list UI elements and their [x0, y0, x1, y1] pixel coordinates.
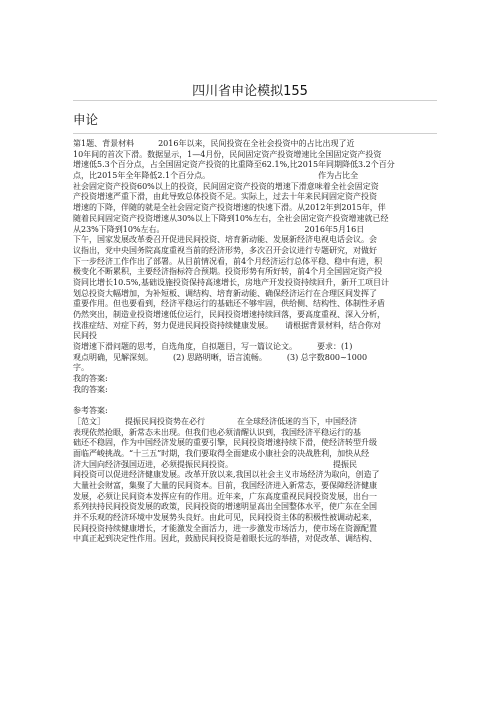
text-line: 间投资可以促进经济健康发展。改革开放以来,我国以社会主义市场经济为取向，创造了 — [73, 470, 380, 480]
text-line: ［范文］ 提振民间投资势在必行 在全球经济低迷的当下，中国经济 — [73, 416, 357, 426]
section-divider — [73, 133, 437, 134]
text-line: 极变化不断累积，主要经济指标符合预期。投资形势有所好转，前4个月全国固定资产投 — [73, 267, 383, 277]
text-line: 增速低5.3个百分点，占全国固定资产投资的比重降至62.1%,比2015年同期降低3.2个百分 — [73, 160, 395, 170]
text-line: 议指出，党中央国务院高度重视当前的经济形势，多次召开会议进行专题研究，对做好 — [73, 245, 377, 255]
text-line: 增速的下降，伴随的就是全社会固定资产投资增速的快速下滑。从2012年到2015年，伴 — [73, 203, 386, 213]
text-line: 观点明确，见解深刻。 (2) 思路明晰，语言流畅。 (3) 总字数800~1000 — [73, 352, 368, 362]
text-line: 大量社会财富，集聚了大量的民间资本。目前，我国经济进入新常态，要保障经济健康 — [73, 481, 377, 490]
text-line: 仍然突出，制造业投资增速低位运行，民间投资增速持续回落，要高度重视、深入分析， — [73, 310, 385, 319]
text-line: 发展，必须让民间资本发挥应有的作用。近年来，广东高度重视民间投资发展，出台一 — [73, 491, 377, 501]
text-line: 础还不稳固，作为中国经济发展的重要引擎，民间投资增速持续下滑，使经济转型升级 — [73, 438, 377, 448]
reference-answer-label: 参考答案: — [73, 406, 108, 416]
text-line: 系列扶持民间投资发展的政策，民间投资的增速明显高出全国整体水平，使广东在全国 — [73, 502, 377, 512]
text-line: 重要作用。但也要看到，经济平稳运行的基础还不够牢固，供给侧、结构性、体制性矛盾 — [73, 299, 385, 309]
blank-line — [73, 396, 437, 407]
answer-label: 我的答案: — [73, 384, 108, 394]
text-line: 民间投 — [73, 331, 97, 341]
text-line: 划总投资大幅增加，为补短板、调结构、培育新动能、确保经济运行在合理区间发挥了 — [73, 288, 377, 298]
text-line: 从23%下降到10%左右。 2016年5月16日 — [73, 224, 365, 234]
page-title: 四川省申论模拟155 — [192, 84, 308, 99]
text-line: 随着民间固定资产投资增速从30%以上下降到10%左右，全社会固定资产投资增速就已经 — [73, 213, 389, 223]
text-line: 第1题、背景材料 2016年以来，民间投资在全社会投资中的占比出现了近 — [73, 139, 355, 148]
text-line: 10年间的首次下滑。数据显示，1—4月份，民间固定资产投资增速比全国固定资产投资 — [73, 149, 382, 159]
text-line: 面临严峻挑战。“十三五”时期，我们要取得全面建成小康社会的决战胜利，加快从经 — [73, 448, 370, 458]
text-line: 产投资增速严重下滑，由此导致总体投资不足。实际上，过去十年来民间固定资产投资 — [73, 192, 377, 202]
text-line: 找准症结、对症下药，努力促进民间投资持续健康发展。 请根据背景材料，结合你对 — [73, 320, 381, 330]
section-heading: 申论 — [73, 112, 99, 127]
text-line: 下午，国家发展改革委召开促进民间投资、培育新动能、发展新经济电视电话会议。会 — [73, 235, 377, 245]
text-line: 中真正起到决定性作用。因此，鼓励民间投资是着眼长远的举措，对促改革、调结构、 — [73, 534, 377, 544]
text-line: 资增速下滑问题的思考，自选角度，自拟题目，写一篇议论文。 要求：(1) — [73, 342, 353, 352]
text-line: 社会固定资产投资60%以上的投资，民间固定资产投资的增速下滑意味着全社会固定资 — [73, 181, 379, 191]
text-line: 资同比增长10.5%,基础设施投资保持高速增长，房地产开发投资持续回升，新开工项目计 — [73, 277, 389, 287]
answer-label: 我的答案: — [73, 374, 108, 384]
text-line: 字。 — [73, 363, 89, 373]
document-body — [73, 139, 437, 545]
text-line: 下一步经济工作作出了部署。从目前情况看，前4个月经济运行总体平稳、稳中有进，积 — [73, 256, 383, 266]
text-line: 点，比2015年全年降低2.1个百分点。 作为占比全 — [73, 171, 359, 181]
text-line: 表现依然抢眼，新常态未出现。但我们也必须清醒认识到，我国经济平稳运行的基 — [73, 427, 361, 437]
title-divider — [73, 100, 437, 101]
text-line: 济大国向经济强国迈进，必须提振民间投资。 提振民 — [73, 459, 357, 469]
text-line: 并不乐观的经济环境中发展势头良好。由此可见，民间投资主体的积极性被调动起来， — [73, 513, 377, 523]
text-line: 民间投资持续健康增长，才能激发全面活力，进一步激发市场活力，使市场在资源配置 — [73, 523, 377, 533]
